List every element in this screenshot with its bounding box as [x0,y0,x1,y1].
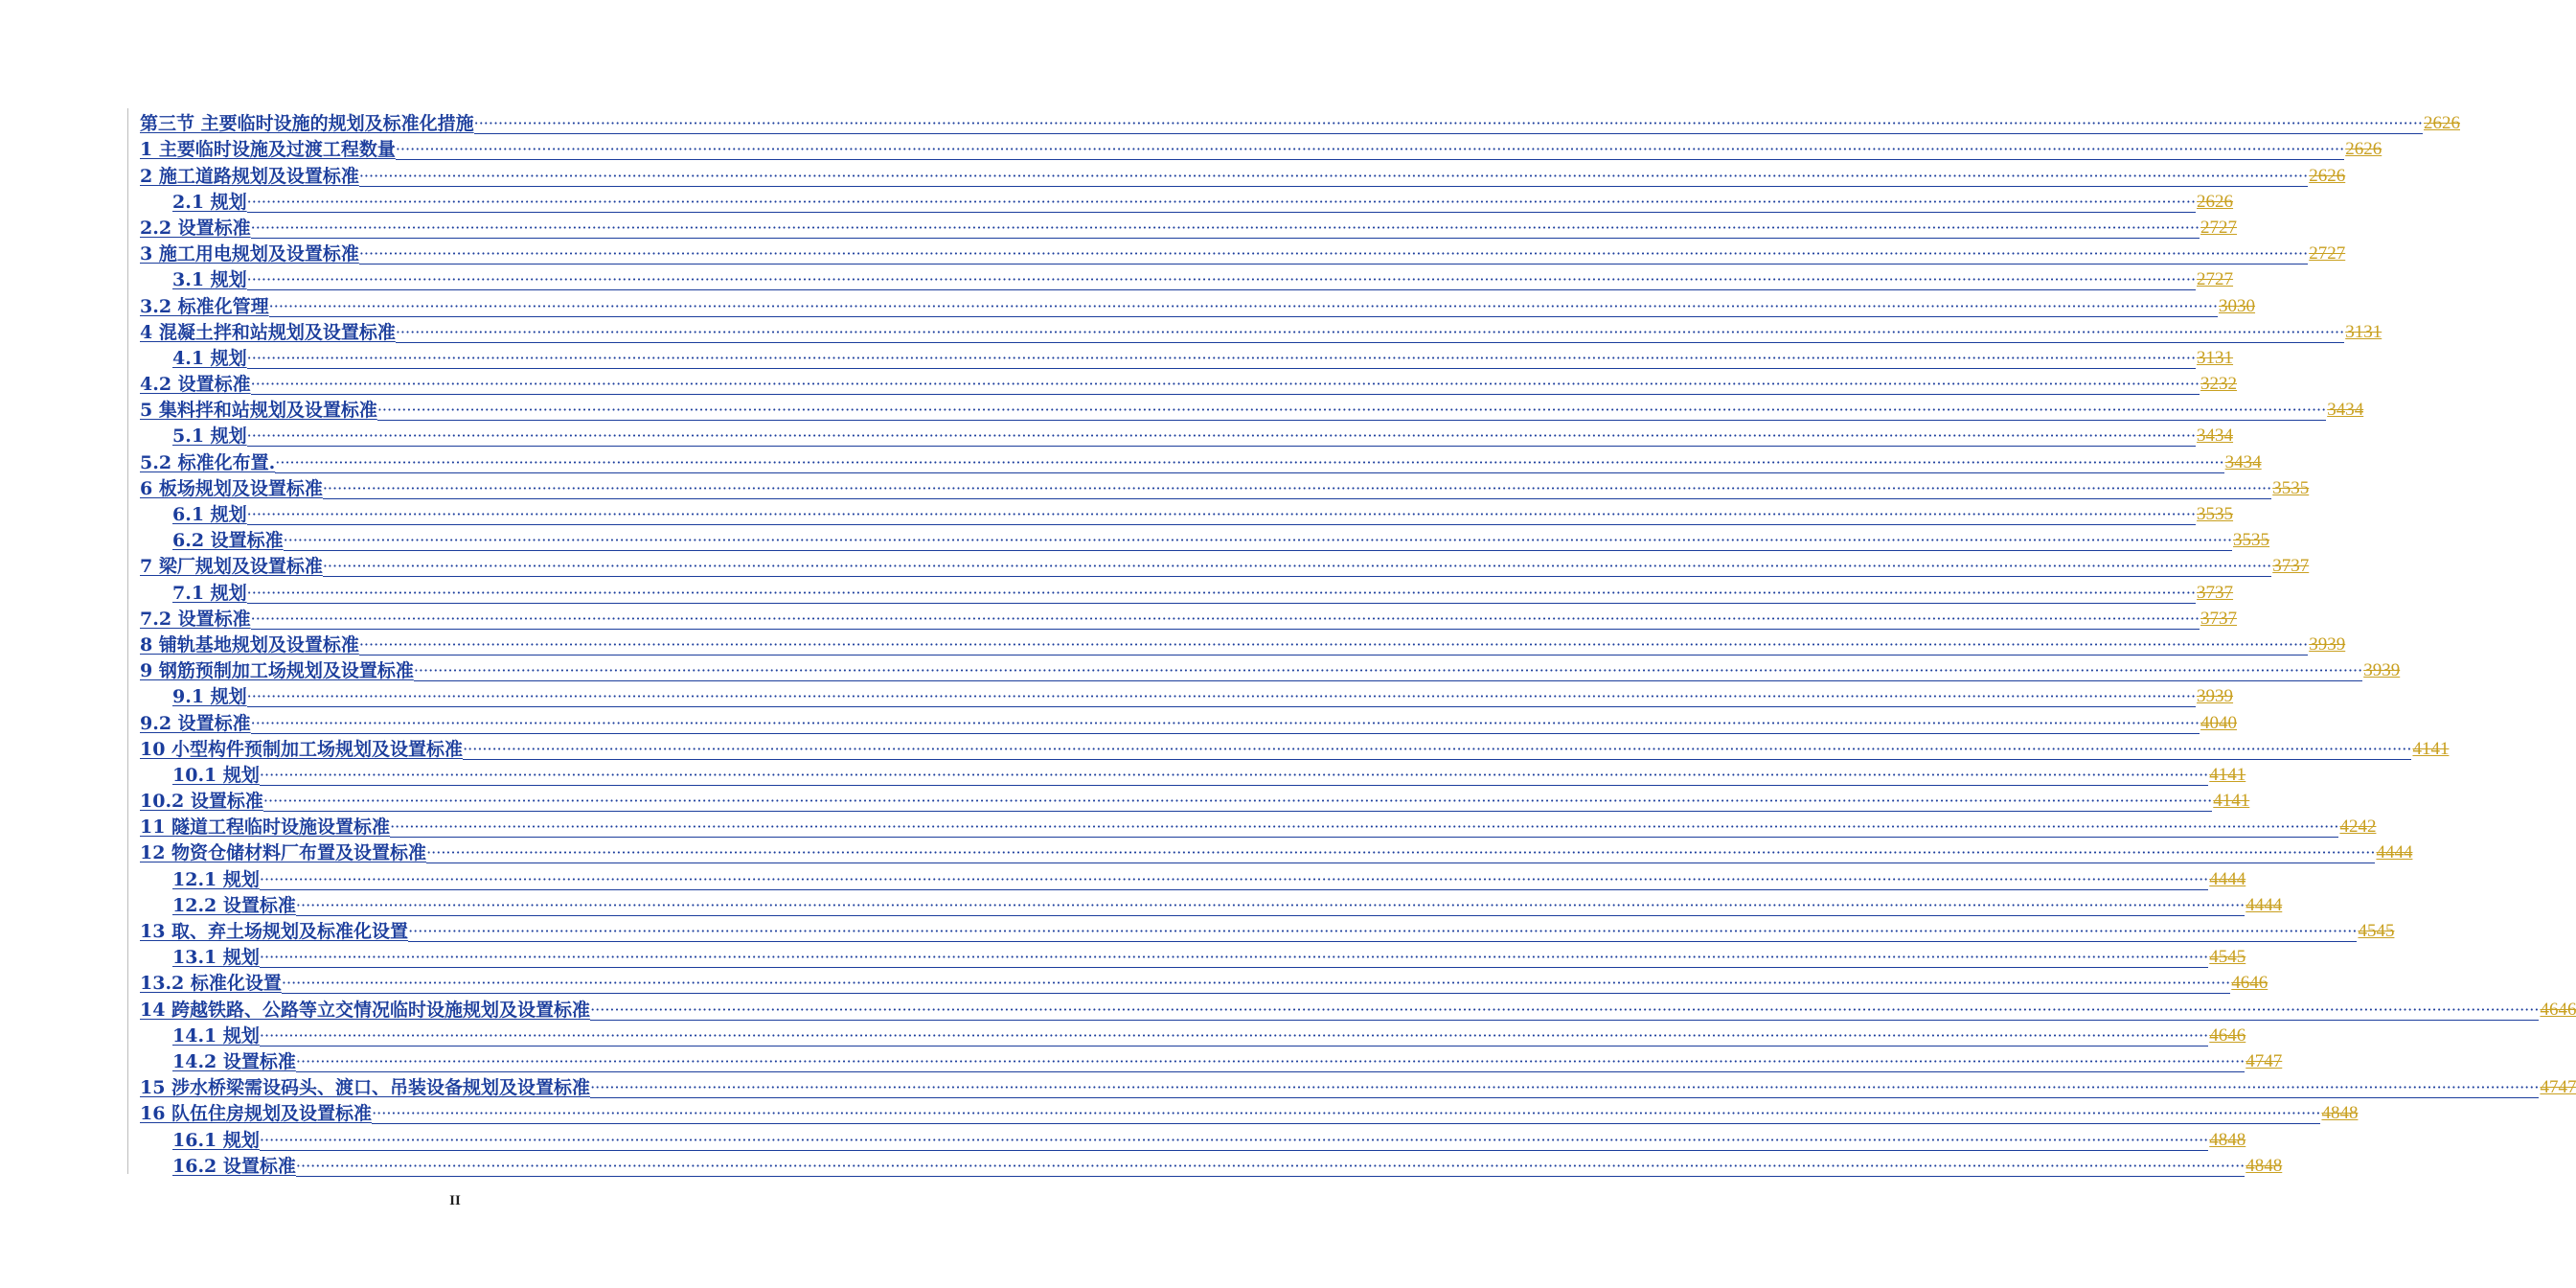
toc-leader-dots: ················································································································································································································································································································································································································ [283,531,2233,550]
toc-entry-title[interactable]: 9 钢筋预制加工场规划及设置标准 [140,660,414,682]
toc-leader-dots: ················································································································································································································································································································································································································ [246,583,2197,602]
toc-entry-title[interactable]: 13.2 标准化设置 [140,973,282,995]
toc-entry[interactable] [140,631,2346,656]
toc-entry-title[interactable]: 4.2 设置标准 [140,374,251,396]
toc-entry-page[interactable]: 3434 [2224,451,2262,472]
toc-entry-title[interactable]: 14.1 规划 [172,1024,260,1046]
toc-entry-title[interactable]: 3.2 标准化管理 [140,295,269,317]
toc-leader-dots: ················································································································································································································································································································································································································ [246,687,2197,706]
toc-entry[interactable] [140,448,2262,473]
toc-entry-page[interactable]: 3535 [2272,477,2310,498]
toc-entry-page[interactable]: 3535 [2233,530,2270,551]
toc-entry[interactable] [140,344,2234,370]
toc-entry-title[interactable]: 7 梁厂规划及设置标准 [140,556,323,578]
toc-leader-dots: ················································································································································································································································································································································································································ [246,192,2197,211]
toc-entry-title[interactable]: 11 隧道工程临时设施设置标准 [140,816,391,839]
toc-leader-dots: ················································································································································································································································································································································································································ [358,166,2309,185]
toc-entry[interactable] [140,265,2234,291]
toc-leader-dots: ················································································································································································································································································································································································································ [395,322,2345,341]
toc-entry-page[interactable]: 2727 [2309,243,2346,264]
toc-leader-dots: ················································································································································································································································································································································································································ [250,218,2200,237]
toc-entry[interactable] [140,552,2310,578]
toc-entry-title[interactable]: 3.1 规划 [172,269,247,291]
toc-entry-page[interactable]: 3939 [2197,686,2234,707]
toc-entry-title[interactable]: 7.2 设置标准 [140,608,251,630]
toc-entry-page[interactable]: 2626 [2345,139,2382,160]
toc-entry-page[interactable]: 2727 [2200,217,2238,238]
toc-leader-dots: ················································································································································································································································································································································································································ [250,375,2200,394]
toc-entry-title[interactable]: 6 板场规划及设置标准 [140,477,323,499]
toc-entry-title[interactable]: 4 混凝土拌和站规划及设置标准 [140,321,396,343]
toc-entry[interactable] [140,708,2238,734]
toc-entry[interactable] [140,474,2310,500]
toc-entry-title[interactable]: 12 物资仓储材料厂布置及设置标准 [140,842,427,864]
toc-entry[interactable] [140,188,2234,214]
toc-leader-dots: ················································································································································································································································································································································································································ [590,1078,2540,1097]
toc-entry-title[interactable]: 13 取、弃土场规划及标准化设置 [140,921,409,942]
toc-entry-page[interactable]: 3131 [2197,347,2234,368]
toc-entry-title[interactable]: 14.2 设置标准 [172,1050,296,1072]
toc-entry-page[interactable]: 4646 [2540,999,2576,1020]
toc-entry[interactable] [140,864,2246,890]
toc-leader-dots: ················································································································································································································································································································································································································ [259,948,2209,967]
toc-entry-page[interactable]: 4747 [2245,1050,2283,1071]
toc-entry-page[interactable]: 4040 [2200,712,2238,733]
toc-leader-dots: ················································································································································································································································································································································································································ [259,1130,2209,1149]
toc-entry[interactable] [140,1022,2246,1047]
toc-leader-dots: ················································································································································································································································································································································································································ [259,869,2209,888]
toc-leader-dots: ················································································································································································································································································································································································································ [590,1000,2540,1019]
toc-entry[interactable] [140,995,2576,1021]
toc-entry-title[interactable]: 2.2 设置标准 [140,217,251,239]
toc-entry-page[interactable]: 4141 [2412,738,2450,759]
toc-entry-title[interactable]: 2.1 规划 [172,191,247,213]
toc-entry-title[interactable]: 13.1 规划 [172,947,260,969]
toc-entry[interactable] [140,578,2234,604]
toc-leader-dots: ················································································································································································································································································································································································································ [426,843,2376,862]
toc-leader-dots: ················································································································································································································································································································································································································ [376,401,2327,420]
toc-entry[interactable] [140,1125,2246,1151]
toc-leader-dots: ················································································································································································································································································································································································································ [259,765,2209,784]
toc-entry[interactable] [140,291,2256,317]
toc-entry-title[interactable]: 2 施工道路规划及设置标准 [140,165,359,187]
toc-entry-title[interactable]: 5 集料拌和站规划及设置标准 [140,400,377,422]
toc-entry-page[interactable]: 3737 [2197,582,2234,603]
toc-entry-page[interactable]: 4646 [2209,1024,2246,1046]
toc-leader-dots: ················································································································································································································································································································································································································ [322,478,2272,497]
toc-entry[interactable] [140,1152,2283,1178]
toc-leader-dots: ················································································································································································································································································································································································································ [295,1051,2245,1070]
toc-entry[interactable] [140,135,2382,161]
toc-entry-title[interactable]: 3 施工用电规划及设置标准 [140,243,359,265]
toc-entry-page[interactable]: 3939 [2363,660,2401,681]
toc-entry-title[interactable]: 5.1 规划 [172,426,247,448]
toc-entry[interactable] [140,839,2413,864]
toc-leader-dots: ················································································································································································································································································································································································································ [246,270,2197,289]
table-of-contents [140,109,2576,1178]
toc-entry-title[interactable]: 9.2 设置标准 [140,712,251,734]
toc-entry[interactable] [140,813,2377,839]
toc-entry[interactable] [140,214,2238,240]
toc-leader-dots: ················································································································································································································································································································································································································ [358,244,2309,264]
toc-entry-page[interactable]: 4141 [2213,791,2250,812]
toc-entry[interactable] [140,656,2401,682]
toc-entry[interactable] [140,943,2246,969]
toc-entry[interactable] [140,1047,2283,1073]
toc-leader-dots: ················································································································································································································································································································································································································ [262,792,2213,811]
toc-entry-title[interactable]: 16.2 设置标准 [172,1155,296,1177]
toc-entry-page[interactable]: 3535 [2197,504,2234,524]
toc-entry-title[interactable]: 6.2 设置标准 [172,530,284,552]
toc-entry[interactable] [140,109,2460,135]
margin-line [127,108,128,1174]
toc-leader-dots: ················································································································································································································································································································································································································ [246,505,2197,523]
toc-entry-page[interactable]: 2626 [2309,165,2346,186]
toc-entry[interactable] [140,787,2250,813]
toc-entry-page[interactable]: 4848 [2245,1155,2283,1176]
toc-entry-title[interactable]: 4.1 规划 [172,347,247,369]
toc-entry[interactable] [140,526,2270,552]
toc-entry-page[interactable]: 2626 [2197,191,2234,212]
toc-entry[interactable] [140,240,2346,265]
toc-entry[interactable] [140,605,2238,631]
toc-entry-page[interactable]: 4444 [2209,868,2246,889]
toc-entry[interactable] [140,969,2268,995]
toc-entry-page[interactable]: 4646 [2231,973,2268,994]
toc-entry-title[interactable]: 12.1 规划 [172,868,260,890]
toc-entry-title[interactable]: 15 涉水桥梁需设码头、渡口、吊装设备规划及设置标准 [140,1077,591,1099]
toc-leader-dots: ················································································································································································································································································································································································································ [390,817,2339,837]
toc-leader-dots: ················································································································································································································································································································································································································ [473,114,2423,133]
toc-entry[interactable] [140,1073,2576,1099]
toc-entry-page[interactable]: 4444 [2376,842,2413,863]
toc-entry-page[interactable]: 3737 [2272,556,2310,577]
toc-leader-dots: ················································································································································································································································································································································································································ [268,296,2219,315]
toc-entry[interactable] [140,682,2234,708]
toc-entry[interactable] [140,161,2346,187]
toc-leader-dots: ················································································································································································································································································································································································································ [250,609,2200,628]
toc-leader-dots: ················································································································································································································································································································································································································ [295,1156,2245,1175]
toc-leader-dots: ················································································································································································································································································································································································································ [395,140,2345,159]
toc-entry-page[interactable]: 3131 [2345,321,2382,342]
toc-leader-dots: ················································································································································································································································································································································································································ [358,634,2309,654]
toc-leader-dots: ················································································································································································································································································································································································································ [408,922,2358,940]
toc-entry-title[interactable]: 8 铺轨基地规划及设置标准 [140,633,359,656]
toc-entry-page[interactable]: 4242 [2339,816,2377,838]
toc-entry-title[interactable]: 10.1 规划 [172,764,260,786]
page-number: II [449,1193,461,1208]
toc-entry-title[interactable]: 16 队伍住房规划及设置标准 [140,1103,373,1125]
toc-entry-title[interactable]: 16.1 规划 [172,1129,260,1151]
toc-entry-title[interactable]: 14 跨越铁路、公路等立交情况临时设施规划及设置标准 [140,999,591,1021]
toc-entry-title[interactable]: 12.2 设置标准 [172,894,296,916]
toc-entry-page[interactable]: 4141 [2209,764,2246,785]
toc-entry[interactable] [140,761,2246,787]
toc-entry-page[interactable]: 3030 [2219,295,2256,316]
toc-entry[interactable] [140,370,2238,396]
toc-entry-page[interactable]: 4848 [2321,1103,2359,1124]
toc-entry-page[interactable]: 4747 [2540,1077,2576,1098]
toc-entry[interactable] [140,396,2364,422]
toc-entry-title[interactable]: 10.2 设置标准 [140,791,263,813]
toc-entry[interactable] [140,1099,2359,1125]
toc-entry-title[interactable]: 6.1 规划 [172,504,247,525]
toc-entry-page[interactable]: 2626 [2424,113,2460,134]
toc-entry-title[interactable]: 10 小型构件预制加工场规划及设置标准 [140,738,464,760]
toc-entry-page[interactable]: 4545 [2209,947,2246,968]
toc-leader-dots: ················································································································································································································································································································································································································ [281,974,2231,993]
toc-leader-dots: ················································································································································································································································································································································································································ [246,426,2197,446]
toc-leader-dots: ················································································································································································································································································································································································································ [463,739,2412,758]
toc-leader-dots: ················································································································································································································································································································································································································ [322,557,2272,576]
toc-leader-dots: ················································································································································································································································································································································································································ [250,713,2200,732]
toc-entry[interactable] [140,735,2450,761]
toc-entry-page[interactable]: 3232 [2200,374,2238,395]
toc-entry[interactable] [140,917,2395,943]
toc-entry-page[interactable]: 4848 [2209,1129,2246,1150]
toc-entry-page[interactable]: 4444 [2245,894,2283,915]
toc-entry-title[interactable]: 1 主要临时设施及过渡工程数量 [140,139,396,161]
toc-entry-page[interactable]: 4545 [2358,921,2395,941]
toc-entry-page[interactable]: 3939 [2309,633,2346,655]
toc-entry-page[interactable]: 3434 [2197,426,2234,447]
toc-entry-title[interactable]: 7.1 规划 [172,582,247,604]
toc-entry-page[interactable]: 2727 [2197,269,2234,290]
toc-entry-title[interactable]: 9.1 规划 [172,686,247,708]
toc-leader-dots: ················································································································································································································································································································································································································ [259,1025,2209,1045]
toc-leader-dots: ················································································································································································································································································································································································································ [372,1104,2321,1123]
toc-entry-page[interactable]: 3434 [2327,400,2364,421]
toc-entry-title[interactable]: 5.2 标准化布置. [140,451,276,473]
toc-leader-dots: ················································································································································································································································································································································································································ [295,895,2245,914]
toc-entry[interactable] [140,500,2234,526]
toc-leader-dots: ················································································································································································································································································································································································································ [246,348,2197,367]
toc-entry[interactable] [140,318,2382,344]
toc-entry[interactable] [140,422,2234,448]
toc-entry-page[interactable]: 3737 [2200,608,2238,629]
toc-leader-dots: ················································································································································································································································································································································································································ [413,661,2363,680]
toc-entry-title[interactable]: 第三节 主要临时设施的规划及标准化措施 [140,113,474,135]
toc-entry[interactable] [140,891,2283,917]
toc-leader-dots: ················································································································································································································································································································································································································ [275,452,2224,472]
